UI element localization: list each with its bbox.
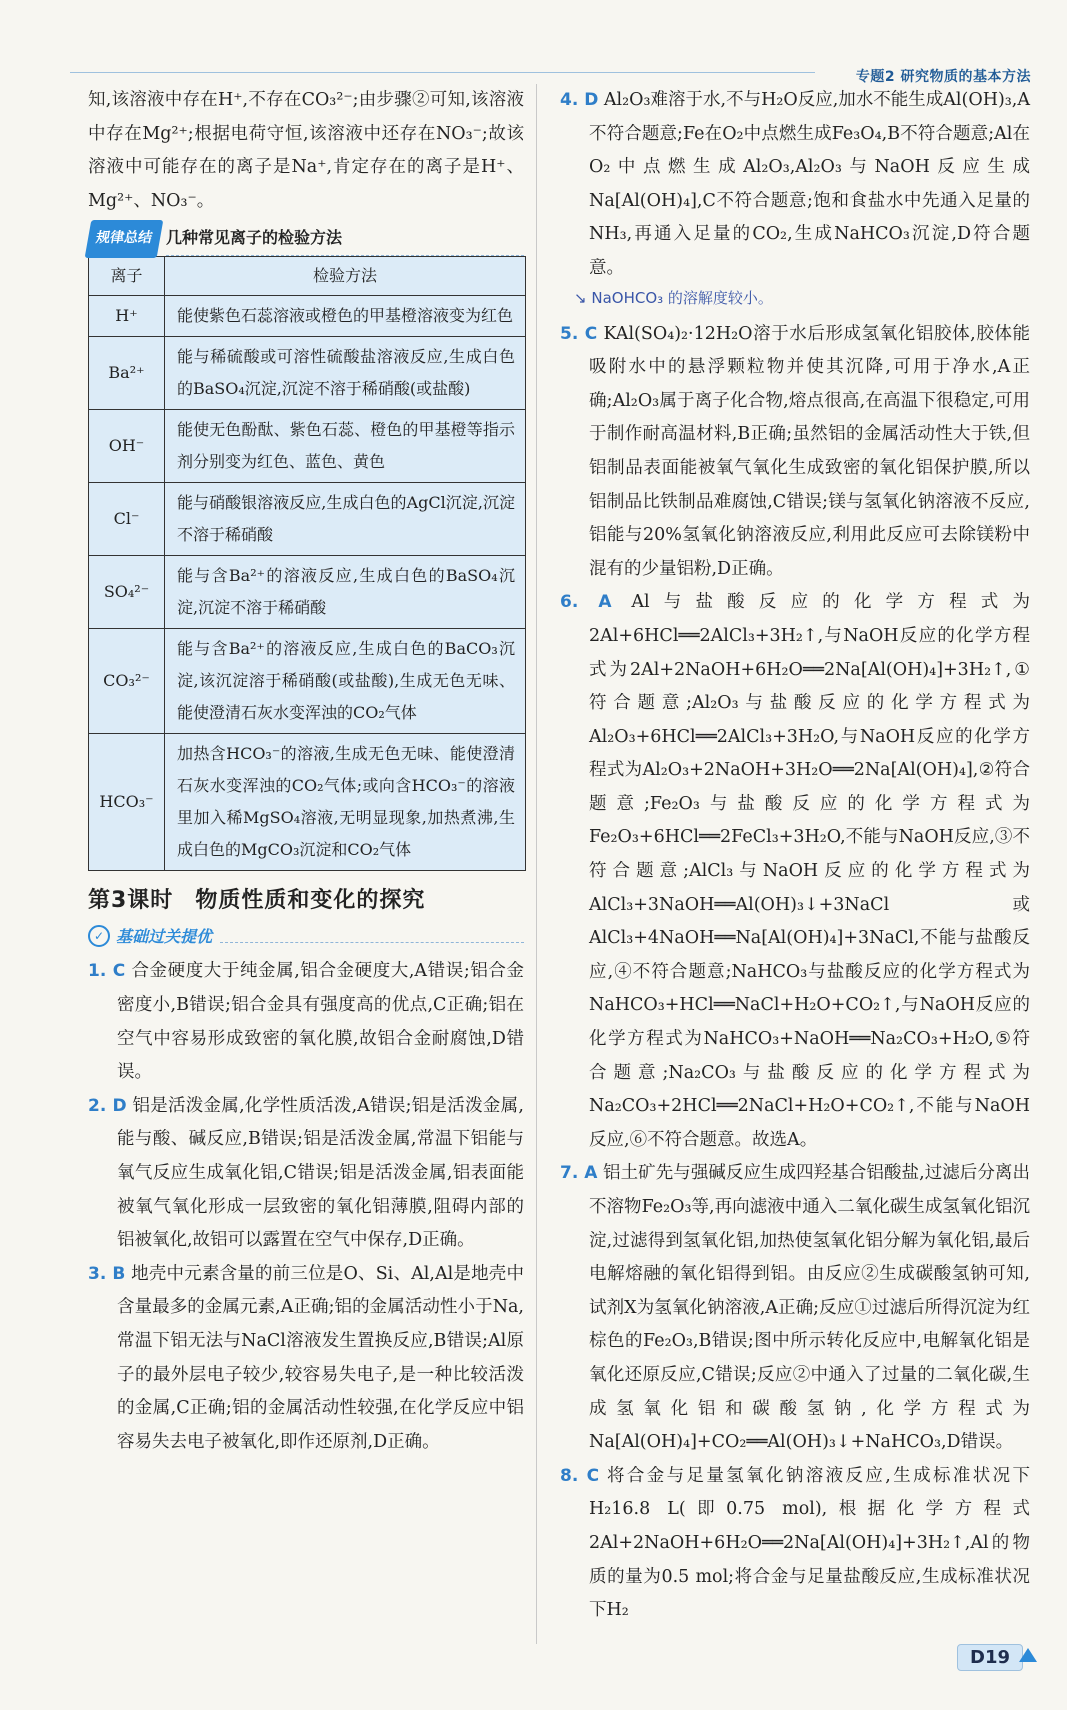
answer-text: 合金硬度大于纯金属,铝合金硬度大,A错误;铝合金密度小,B错误;铝合金具有强度高的优点,C正确;铝在空气中容易形成致密的氧化膜,故铝合金耐腐蚀,D错误。 bbox=[117, 961, 524, 1083]
answer-text: 地壳中元素含量的前三位是O、Si、Al,Al是地壳中含量最多的金属元素,A正确;铝的金属活动性小于Na,常温下铝无法与NaCl溶液发生置换反应,B错误;Al原子的最外层电子较少,较容易失电子,是一种比较活泼的金属,C正确;铝的金属活动性较强,在化学反应中铝容易失去电子被氧化,即作还原剂,D正确。 bbox=[117, 1263, 524, 1452]
method-cell: 加热含HCO₃⁻的溶液,生成无色无味、能使澄清石灰水变浑浊的CO₂气体;或向含HCO₃⁻的溶液里加入稀MgSO₄溶液,无明显现象,加热煮沸,生成白色的MgCO₃沉淀和CO₂气体 bbox=[165, 734, 526, 871]
column-divider bbox=[536, 84, 537, 1644]
answer-number: 6. A bbox=[560, 592, 612, 613]
answer-item bbox=[560, 586, 1030, 1157]
answer-item bbox=[560, 318, 1030, 587]
intro-paragraph: 知,该溶液中存在H⁺,不存在CO₃²⁻;由步骤②可知,该溶液中存在Mg²⁺;根据电荷守恒,该溶液中还存在NO₃⁻;故该溶液中可能存在的离子是Na⁺,肯定存在的离子是H⁺、Mg²⁺、NO₃⁻。 bbox=[88, 90, 524, 211]
table-header-method: 检验方法 bbox=[165, 257, 526, 296]
answer-text: KAl(SO₄)₂·12H₂O溶于水后形成氢氧化铝胶体,胶体能吸附水中的悬浮颗粒物并使其沉降,可用于净水,A正确;Al₂O₃属于离子化合物,熔点很高,在高温下很稳定,可用于制作耐高温材料,B正确;虽然铝的金属活动性大于铁,但铝制品表面能被氧气氧化生成致密的氧化铝保护膜,所以铝制品比铁制品难腐蚀,C错误;镁与氢氧化钠溶液不反应,铝能与20%氢氧化钠溶液反应,利用此反应可去除镁粉中混有的少量铝粉,D正确。 bbox=[589, 323, 1030, 579]
answer-item bbox=[88, 1090, 524, 1258]
answer-number: 5. C bbox=[560, 323, 598, 344]
right-column bbox=[560, 84, 1030, 1628]
header-rule bbox=[70, 72, 815, 73]
answer-number: 8. C bbox=[560, 1465, 600, 1486]
basic-section-heading bbox=[88, 921, 524, 951]
answer-number: 2. D bbox=[88, 1095, 127, 1116]
table-row bbox=[89, 410, 526, 483]
summary-title: 几种常见离子的检验方法 bbox=[166, 221, 524, 256]
table-header-row bbox=[89, 257, 526, 296]
answer-item bbox=[560, 1157, 1030, 1459]
ion-cell: Ba²⁺ bbox=[89, 337, 165, 410]
table-header-ion: 离子 bbox=[89, 257, 165, 296]
answer-text: 铝土矿先与强碱反应生成四羟基合铝酸盐,过滤后分离出不溶物Fe₂O₃等,再向滤液中通入二氧化碳生成氢氧化铝沉淀,过滤得到氢氧化铝,加热使氢氧化铝分解为氧化铝,最后电解熔融的氧化铝得到铝。由反应②生成碳酸氢钠可知,试剂X为氢氧化钠溶液,A正确;反应①过滤后所得沉淀为红棕色的Fe₂O₃,B错误;图中所示转化反应中,电解氧化铝是氧化还原反应,C错误;反应②中通入了过量的二氧化碳,生成氢氧化铝和碳酸氢钠,化学方程式为Na[Al(OH)₄]+CO₂══Al(OH)₃↓+NaHCO₃,D错误。 bbox=[589, 1163, 1030, 1453]
method-cell: 能与稀硫酸或可溶性硫酸盐溶液反应,生成白色的BaSO₄沉淀,沉淀不溶于稀硝酸(或盐酸) bbox=[165, 337, 526, 410]
ion-cell: CO₃²⁻ bbox=[89, 629, 165, 734]
answer-text: 铝是活泼金属,化学性质活泼,A错误;铝是活泼金属,能与酸、碱反应,B错误;铝是活泼金属,常温下铝能与氧气反应生成氧化铝,C错误;铝是活泼金属,铝表面能被氧气氧化形成一层致密的氧化铝薄膜,阻碍内部的铝被氧化,故铝可以露置在空气中保存,D正确。 bbox=[117, 1095, 524, 1251]
left-column bbox=[88, 84, 524, 1459]
answer-number: 3. B bbox=[88, 1263, 126, 1284]
answer-number: 1. C bbox=[88, 961, 126, 982]
answer-item bbox=[88, 1258, 524, 1460]
hand-arrow-icon: ↘ bbox=[574, 288, 587, 307]
ion-cell: OH⁻ bbox=[89, 410, 165, 483]
heading-rule bbox=[220, 930, 524, 943]
table-row bbox=[89, 337, 526, 410]
table-row bbox=[89, 296, 526, 337]
answer-text: 将合金与足量氢氧化钠溶液反应,生成标准状况下H₂16.8 L(即0.75 mol),根据化学方程式2Al+2NaOH+6H₂O══2Na[Al(OH)₄]+3H₂↑,Al的物质的量为0.5 mol;将合金与足量盐酸反应,生成标准状况下H₂ bbox=[589, 1465, 1030, 1621]
handwritten-note-text: NaOHCO₃ 的溶解度较小。 bbox=[591, 288, 773, 307]
lesson-heading bbox=[88, 881, 524, 921]
answer-number: 4. D bbox=[560, 90, 599, 110]
answer-number: 7. A bbox=[560, 1163, 598, 1184]
ion-cell: HCO₃⁻ bbox=[89, 734, 165, 871]
checkmark-icon: ✓ bbox=[88, 925, 110, 947]
summary-heading bbox=[88, 224, 524, 252]
chapter-header: 专题2 研究物质的基本方法 bbox=[855, 69, 1031, 85]
handwritten-note bbox=[574, 284, 1030, 312]
answer-item bbox=[560, 1460, 1030, 1628]
table-row bbox=[89, 629, 526, 734]
ion-cell: H⁺ bbox=[89, 296, 165, 337]
ion-cell: Cl⁻ bbox=[89, 483, 165, 556]
method-cell: 能与含Ba²⁺的溶液反应,生成白色的BaCO₃沉淀,该沉淀溶于稀硝酸(或盐酸),生成无色无味、能使澄清石灰水变浑浊的CO₂气体 bbox=[165, 629, 526, 734]
ion-cell: SO₄²⁻ bbox=[89, 556, 165, 629]
answer-item bbox=[560, 84, 1030, 286]
method-cell: 能与硝酸银溶液反应,生成白色的AgCl沉淀,沉淀不溶于稀硝酸 bbox=[165, 483, 526, 556]
table-row bbox=[89, 556, 526, 629]
table-row bbox=[89, 734, 526, 871]
table-row bbox=[89, 483, 526, 556]
method-cell: 能使无色酚酞、紫色石蕊、橙色的甲基橙等指示剂分别变为红色、蓝色、黄色 bbox=[165, 410, 526, 483]
ion-test-table bbox=[88, 256, 526, 871]
answer-item bbox=[88, 955, 524, 1089]
method-cell: 能使紫色石蕊溶液或橙色的甲基橙溶液变为红色 bbox=[165, 296, 526, 337]
lesson-title: 物质性质和变化的探究 bbox=[195, 888, 426, 914]
basic-section-title: 基础过关提优 bbox=[116, 926, 213, 946]
page-arrow-icon bbox=[1019, 1648, 1037, 1662]
answer-text: Al₂O₃难溶于水,不与H₂O反应,加水不能生成Al(OH)₃,A不符合题意;Fe在O₂中点燃生成Fe₃O₄,B不符合题意;Al在O₂中点燃生成Al₂O₃,Al₂O₃与NaOH反应生成Na[Al(OH)₄],C不符合题意;饱和食盐水中先通入足量的NH₃,再通入足量的CO₂,生成NaHCO₃沉淀,D符合题意。 bbox=[589, 90, 1030, 278]
answer-text: Al与盐酸反应的化学方程式为2Al+6HCl══2AlCl₃+3H₂↑,与NaOH反应的化学方程式为2Al+2NaOH+6H₂O══2Na[Al(OH)₄]+3H₂↑,①符合题意;Al₂O₃与盐酸反应的化学方程式为Al₂O₃+6HCl══2AlCl₃+3H₂O,与NaOH反应的化学方程式为Al₂O₃+2NaOH+3H₂O══2Na[Al(OH)₄],②符合题意;Fe₂O₃与盐酸反应的化学方程式为Fe₂O₃+6HCl══2FeCl₃+3H₂O,不能与NaOH反应,③不符合题意;AlCl₃与NaOH反应的化学方程式为AlCl₃+3NaOH══Al(OH)₃↓+3NaCl或AlCl₃+4NaOH══Na[Al(OH)₄]+3NaCl,不能与盐酸反应,④不符合题意;NaHCO₃与盐酸反应的化学方程式为NaHCO₃+HCl══NaCl+H₂O+CO₂↑,与NaOH反应的化学方程式为NaHCO₃+NaOH══Na₂CO₃+H₂O,⑤符合题意;Na₂CO₃与盐酸反应的化学方程式为Na₂CO₃+2HCl══2NaCl+H₂O+CO₂↑,不能与NaOH反应,⑥不符合题意。故选A。 bbox=[589, 592, 1030, 1150]
page-number: D19 bbox=[957, 1644, 1023, 1671]
method-cell: 能与含Ba²⁺的溶液反应,生成白色的BaSO₄沉淀,沉淀不溶于稀硝酸 bbox=[165, 556, 526, 629]
summary-badge: 规律总结 bbox=[85, 220, 164, 258]
lesson-number: 第3课时 bbox=[88, 888, 174, 914]
